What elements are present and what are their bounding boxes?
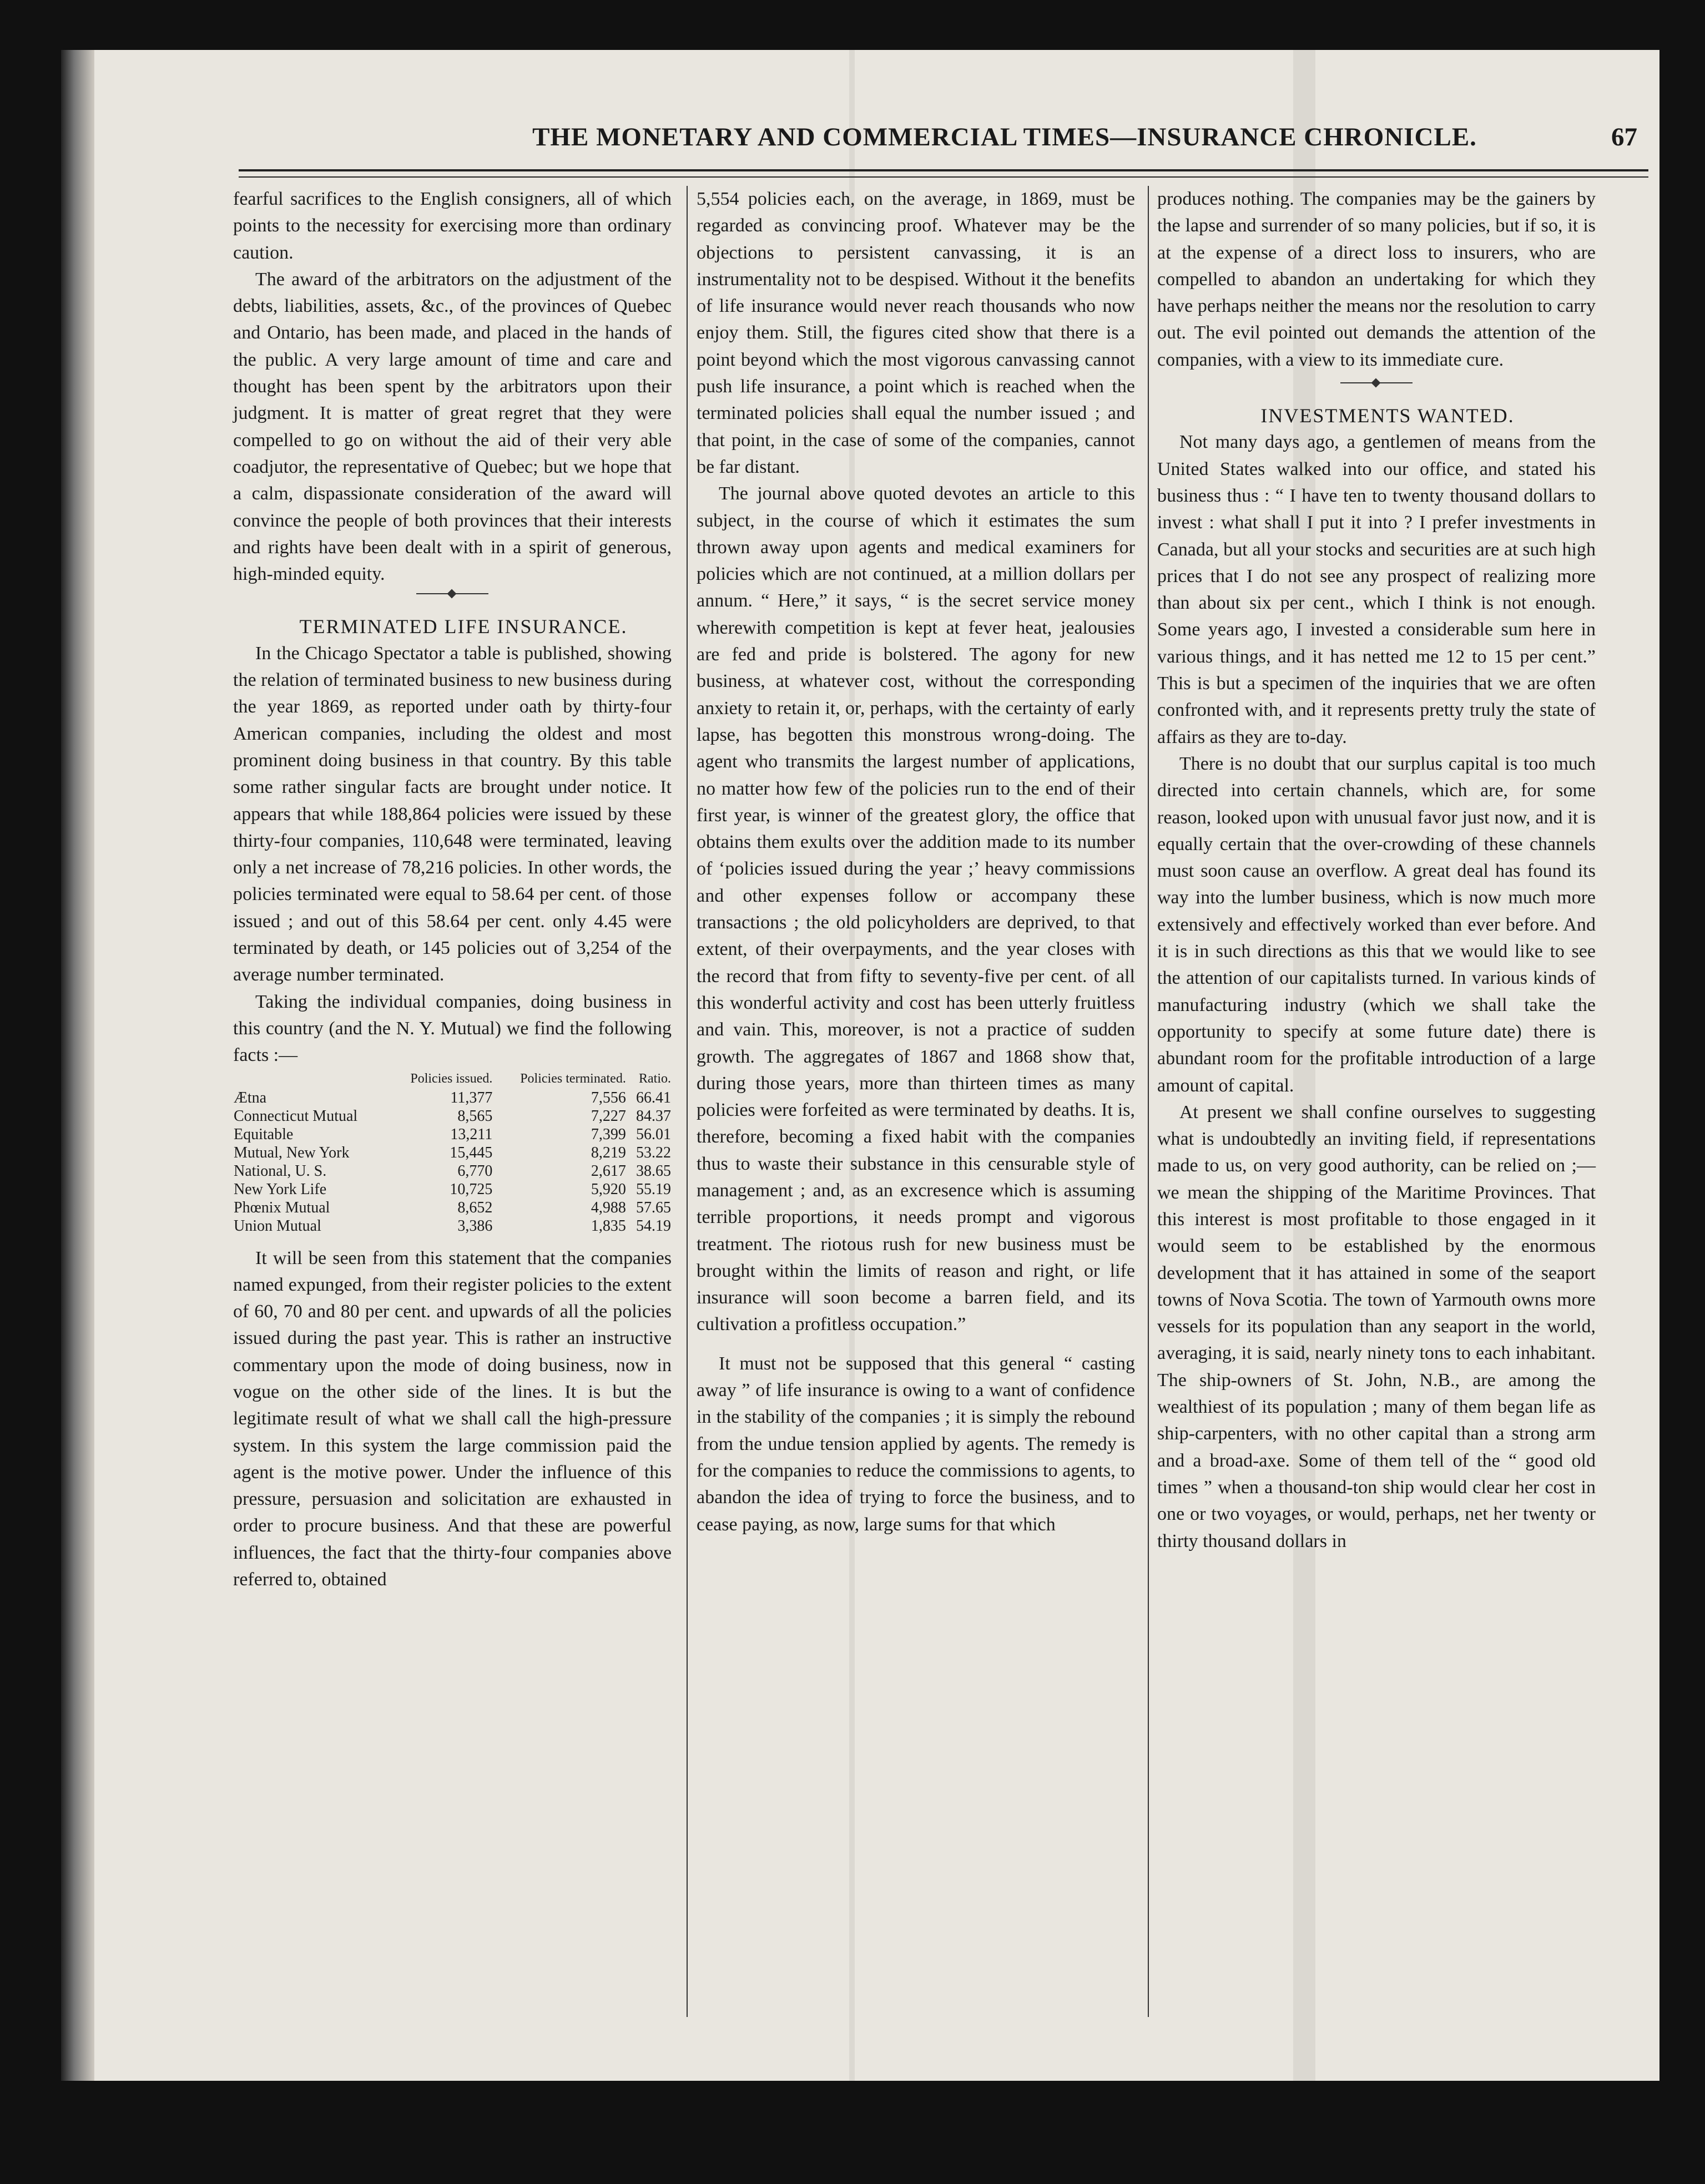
statistics-table xyxy=(233,1071,672,1235)
policies-terminated: 1,835 xyxy=(591,1217,626,1235)
paragraph: produces nothing. The companies may be the gainers by the lapse and surrender of so many policies, but if so, it is at the expense of a direct loss to insurers, who are compelled to abandon an undertaking for which they have perhaps neither the means nor the resolution to carry out. The evil pointed out demands the attention of the companies, with a view to its immediate cure. xyxy=(1157,189,1596,370)
policies-terminated: 5,920 xyxy=(591,1180,626,1198)
column-rule xyxy=(1148,186,1149,2017)
company-name: National, U. S. xyxy=(234,1162,327,1180)
paragraph: Taking the individual companies, doing business in this country (and the N. Y. Mutual) we find the following facts :— xyxy=(233,991,672,1066)
company-name: New York Life xyxy=(234,1180,327,1198)
table-header-cell: Policies issued. xyxy=(410,1071,493,1086)
ratio: 84.37 xyxy=(636,1107,671,1125)
paragraph: It will be seen from this statement that the companies named expunged, from their register policies to the extent of 60, 70 and 80 per cent. and upwards of all the policies issued during the past year. This is rather an instructive commentary upon the mode of doing business, now in vogue on the other side of the lines. It is but the legitimate result of what we shall call the high-pressure system. In this system the large commission paid the agent is the motive power. Under the influence of this pressure, persuasion and solicitation are exhausted in order to procure business. And that these are powerful influences, the fact that the thirty-four companies above referred to, obtained xyxy=(233,1247,672,1590)
company-name: Mutual, New York xyxy=(234,1144,350,1161)
ratio: 57.65 xyxy=(636,1199,671,1216)
paragraph: It must not be supposed that this general “ casting away ” of life insurance is owing to a want of confidence in the stability of the companies ; it is simply the rebound from the undue tension applied by agents. The remedy is for the companies to reduce the commissions to agents, to abandon the idea of trying to force the business, and to cease paying, as now, large sums for that which xyxy=(697,1353,1135,1535)
policies-issued: 6,770 xyxy=(457,1162,493,1180)
company-name: Connecticut Mutual xyxy=(234,1107,358,1125)
paragraph: The award of the arbitrators on the adjustment of the debts, liabilities, assets, &c., of the provinces of Quebec and Ontario, has been made, and placed in the hands of the public. A very large amount of time and care and thought has been spent by the arbitrators upon their judgment. It is matter of great regret that they were compelled to go on without the aid of their very able coadjutor, the representative of Quebec; but we hope that a calm, dispassionate consideration of the award will convince the people of both provinces that their interests and rights have been dealt with in a spirit of generous, high-minded equity. xyxy=(233,269,672,585)
policies-issued: 8,652 xyxy=(457,1199,493,1216)
table-header-cell: Policies terminated. xyxy=(520,1071,626,1086)
policies-issued: 13,211 xyxy=(450,1125,493,1143)
policies-terminated: 4,988 xyxy=(591,1199,626,1216)
policies-terminated: 7,399 xyxy=(591,1125,626,1143)
table-row xyxy=(233,1089,672,1107)
company-name: Phœnix Mutual xyxy=(234,1199,330,1216)
ratio: 54.19 xyxy=(636,1217,671,1235)
article-heading: TERMINATED LIFE INSURANCE. xyxy=(299,615,628,638)
paragraph: fearful sacrifices to the English consigners, all of which points to the necessity for exercising more than ordinary caution. xyxy=(233,189,672,263)
company-name: Equitable xyxy=(234,1125,294,1143)
column-2 xyxy=(697,186,1135,1538)
policies-issued: 11,377 xyxy=(450,1089,493,1106)
policies-issued: 3,386 xyxy=(457,1217,493,1235)
policies-issued: 10,725 xyxy=(450,1180,493,1198)
paragraph: In the Chicago Spectator a table is published, showing the relation of terminated business to new business during the year 1869, as reported under oath by thirty-four American companies, including the oldest and most prominent doing business in that country. By this table some rather singular facts are brought under notice. It appears that while 188,864 policies were issued by these thirty-four companies, 110,648 were terminated, leaving only a net increase of 78,216 policies. In other words, the policies terminated were equal to 58.64 per cent. of those issued ; and out of this 58.64 per cent. only 4.45 were terminated by death, or 145 policies out of 3,254 of the average number terminated. xyxy=(233,643,672,985)
column-3 xyxy=(1157,186,1596,1555)
ratio: 66.41 xyxy=(636,1089,671,1106)
policies-terminated: 7,556 xyxy=(591,1089,626,1106)
table-row xyxy=(233,1180,672,1199)
article-heading: INVESTMENTS WANTED. xyxy=(1260,405,1515,427)
section-separator xyxy=(416,593,488,594)
paragraph: At present we shall confine ourselves to suggesting what is undoubtedly an inviting field, if representations made to us, on very good authority, can be relied on ;—we mean the shipping of the Maritime Provinces. That this interest is most profitable to those engaged in it would seem to be established by the enormous development that it has attained in some of the seaport towns of Nova Scotia. The town of Yarmouth owns more vessels for its population than any seaport in the world, averaging, it is said, nearly ninety tons to each inhabitant. The ship-owners of St. John, N.B., are among the wealthiest of its population ; many of them began life as ship-carpenters, with no other capital than a strong arm and a broad-axe. Some of them tell of the “ good old times ” when a thousand-ton ship would clear her cost in one or two voyages, or would, perhaps, net her twenty or thirty thousand dollars in xyxy=(1157,1101,1596,1551)
table-header-cell xyxy=(233,1071,389,1089)
paragraph: Not many days ago, a gentlemen of means from the United States walked into our office, and stated his business thus : “ I have ten to twenty thousand dollars to invest : what shall I put it into ? I prefer investments in Canada, but all your stocks and securities are at such high prices that I do not see any prospect of realizing more than about six per cent., which I think is not enough. Some years ago, I invested a considerable sum here in various things, and it has netted me 12 to 15 per cent.” This is but a specimen of the inquiries that we are often confronted with, and it represents pretty truly the state of affairs as they are to-day. xyxy=(1157,432,1596,747)
paragraph: 5,554 policies each, on the average, in 1869, must be regarded as convincing proof. Whatever may be the objections to persistent canvassing, it is an instrumentality not to be despised. Without it the benefits of life insurance would never reach thousands who now enjoy them. Still, the figures cited show that there is a point beyond which the most vigorous canvassing cannot push life insurance, a point which is reached when the terminated policies shall equal the number issued ; and that point, in the case of some of the companies, cannot be far distant. xyxy=(697,189,1135,477)
paragraph: The journal above quoted devotes an article to this subject, in the course of which it estimates the sum thrown away upon agents and medical examiners for policies which are not continued, at a million dollars per annum. “ Here,” it says, “ is the secret service money wherewith competition is kept at fever heat, jealousies are fed and pride is bolstered. The agony for new business, at whatever cost, without the corresponding anxiety to retain it, or, perhaps, with the certainty of early lapse, has begotten this monstrous wrong-doing. The agent who transmits the largest number of applications, no matter how few of the policies run to the end of their first year, is winner of the greatest glory, the office that obtains them exults over the addition made to its number of ‘policies issued during the year ;’ heavy commissions and other expenses follow or accompany these transactions ; the old policyholders are deprived, to that extent, of their overpayments, and the year closes with the record that from fifty to seventy-five per cent. of all this wonderful activity and cost has been utterly fruitless and vain. This, moreover, is not a practice of sudden growth. The aggregates of 1867 and 1868 show that, during those years, more than thirteen times as many policies were forfeited as were terminated by deaths. It is, therefore, becoming a fixed habit with the companies thus to waste their substance in this censurable style of management ; and, as an excresence which is assuming terrible proportions, it needs prompt and vigorous treatment. The riotous rush for new business must be brought within the limits of reason and right, or life insurance will soon become a barren field, and its cultivation a profitless occupation.” xyxy=(697,483,1135,1335)
page-number: 67 xyxy=(1611,123,1637,151)
section-separator xyxy=(1340,382,1413,383)
company-name: Union Mutual xyxy=(234,1217,321,1235)
table-row xyxy=(233,1217,672,1235)
policies-terminated: 2,617 xyxy=(591,1162,626,1180)
header-rule xyxy=(239,169,1648,171)
ratio: 56.01 xyxy=(636,1125,671,1143)
table-row xyxy=(233,1199,672,1217)
ratio: 38.65 xyxy=(636,1162,671,1180)
paragraph: There is no doubt that our surplus capital is too much directed into certain channels, which are, for some reason, looked upon with unusual favor just now, and it is equally certain that the over-crowding of these channels must soon cause an overflow. A great deal has found its way into the lumber business, which is now much more extensively and effectively worked than ever before. And it is in such directions as this that we would like to see the attention of our capitalists turned. In various kinds of manufacturing industry (which we shall take the opportunity to specify at some future date) there is abundant room for the profitable introduction of a large amount of capital. xyxy=(1157,753,1596,1096)
ratio: 55.19 xyxy=(636,1180,671,1198)
header-rule xyxy=(239,176,1648,178)
table-row xyxy=(233,1107,672,1125)
table-header-cell: Ratio. xyxy=(639,1071,671,1086)
table-row xyxy=(233,1125,672,1144)
column-1 xyxy=(233,186,672,1593)
table-header-row xyxy=(233,1071,672,1089)
policies-terminated: 8,219 xyxy=(591,1144,626,1161)
page-header-title: THE MONETARY AND COMMERCIAL TIMES—INSURANCE CHRONICLE. xyxy=(532,123,1477,151)
newspaper-page xyxy=(61,50,1659,2081)
policies-issued: 15,445 xyxy=(450,1144,493,1161)
ratio: 53.22 xyxy=(636,1144,671,1161)
column-rule xyxy=(687,186,688,2017)
table-row xyxy=(233,1144,672,1162)
table-row xyxy=(233,1162,672,1180)
company-name: Ætna xyxy=(234,1089,267,1106)
policies-issued: 8,565 xyxy=(457,1107,493,1125)
policies-terminated: 7,227 xyxy=(591,1107,626,1125)
binding-spine xyxy=(61,50,94,2081)
